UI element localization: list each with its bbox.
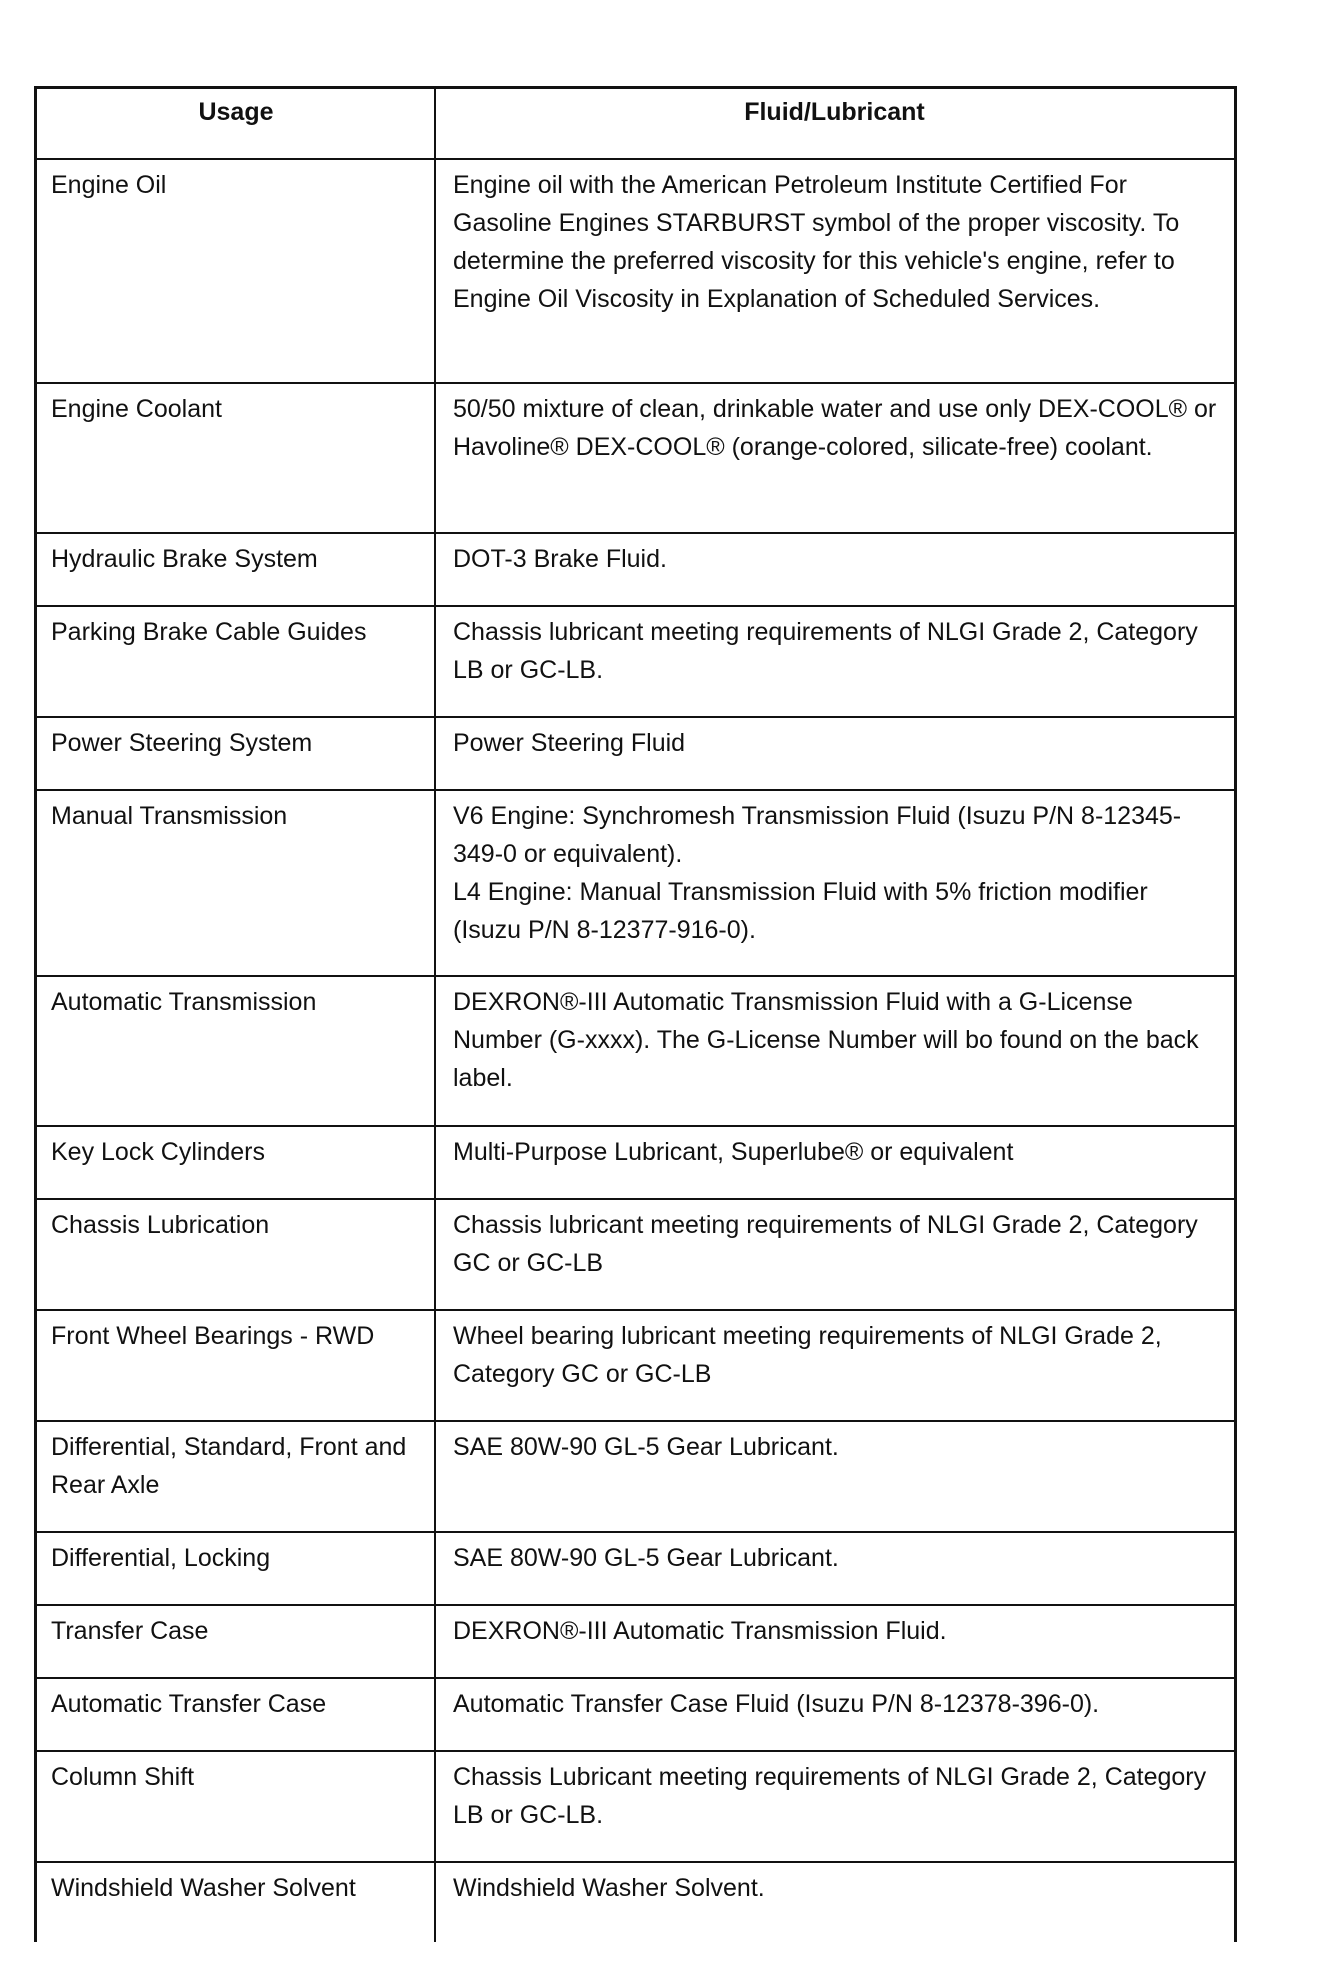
- table-row: [37, 1126, 1234, 1199]
- table-row: [37, 1678, 1234, 1751]
- table-row: [37, 1310, 1234, 1421]
- fluid-cell: Power Steering Fluid: [435, 717, 1234, 790]
- table-row: [37, 533, 1234, 606]
- table-row: [37, 383, 1234, 533]
- usage-cell: Key Lock Cylinders: [37, 1126, 435, 1199]
- fluid-cell: SAE 80W-90 GL-5 Gear Lubricant.: [435, 1532, 1234, 1605]
- table-row: [37, 1862, 1234, 1932]
- fluid-cell: DOT-3 Brake Fluid.: [435, 533, 1234, 606]
- table-row: [37, 159, 1234, 383]
- fluid-line-l4: L4 Engine: Manual Transmission Fluid with 5% friction modifier (Isuzu P/N 8-12377-916-0).: [453, 878, 1148, 944]
- fluid-cell: SAE 80W-90 GL-5 Gear Lubricant.: [435, 1421, 1234, 1532]
- fluid-cell: 50/50 mixture of clean, drinkable water and use only DEX-COOL® or Havoline® DEX-COOL® (orange-colored, silicate-free) coolant.: [435, 383, 1234, 533]
- table-row: [37, 976, 1234, 1126]
- fluid-lubricant-table: [37, 89, 1234, 1932]
- fluid-cell: Wheel bearing lubricant meeting requirements of NLGI Grade 2, Category GC or GC-LB: [435, 1310, 1234, 1421]
- fluid-cell: DEXRON®-III Automatic Transmission Fluid with a G-License Number (G-xxxx). The G-License Number will bo found on the back label.: [435, 976, 1234, 1126]
- lubricant-table-frame: [34, 86, 1237, 1942]
- usage-cell: Windshield Washer Solvent: [51, 1874, 356, 1902]
- usage-cell: Power Steering System: [37, 717, 435, 790]
- table-row: [37, 1199, 1234, 1310]
- usage-cell: Differential, Locking: [37, 1532, 435, 1605]
- header-fluid-lubricant: Fluid/Lubricant: [435, 89, 1234, 159]
- usage-cell: Automatic Transfer Case: [37, 1678, 435, 1751]
- table-row: [37, 717, 1234, 790]
- fluid-cell: Engine oil with the American Petroleum Institute Certified For Gasoline Engines STARBURST symbol of the proper viscosity. To determine the preferred viscosity for this vehicle's engine, refer to Engine Oil Viscosity in Explanation of Scheduled Services.: [435, 159, 1234, 383]
- fluid-cell: Chassis Lubricant meeting requirements of NLGI Grade 2, Category LB or GC-LB.: [435, 1751, 1234, 1862]
- usage-cell: Parking Brake Cable Guides: [37, 606, 435, 717]
- usage-cell: Differential, Standard, Front and Rear Axle: [37, 1421, 435, 1532]
- usage-cell: Front Wheel Bearings - RWD: [37, 1310, 435, 1421]
- table-row: [37, 1605, 1234, 1678]
- usage-cell: Hydraulic Brake System: [37, 533, 435, 606]
- table-header-row: [37, 89, 1234, 159]
- fluid-cell: Multi-Purpose Lubricant, Superlube® or equivalent: [435, 1126, 1234, 1199]
- fluid-line-v6: V6 Engine: Synchromesh Transmission Fluid (Isuzu P/N 8-12345-349-0 or equivalent).: [453, 802, 1182, 868]
- usage-cell: Manual Transmission: [37, 790, 435, 976]
- fluid-cell: [435, 790, 1234, 976]
- fluid-cell: DEXRON®-III Automatic Transmission Fluid.: [435, 1605, 1234, 1678]
- table-row: [37, 1421, 1234, 1532]
- usage-cell: Engine Oil: [37, 159, 435, 383]
- usage-cell: Automatic Transmission: [37, 976, 435, 1126]
- usage-cell: Chassis Lubrication: [37, 1199, 435, 1310]
- table-row: [37, 606, 1234, 717]
- fluid-cell: Windshield Washer Solvent.: [453, 1874, 765, 1902]
- fluid-cell: Chassis lubricant meeting requirements of NLGI Grade 2, Category GC or GC-LB: [435, 1199, 1234, 1310]
- usage-cell: Column Shift: [37, 1751, 435, 1862]
- table-row: [37, 790, 1234, 976]
- header-usage: Usage: [37, 89, 435, 159]
- table-row: [37, 1532, 1234, 1605]
- usage-cell: Transfer Case: [37, 1605, 435, 1678]
- fluid-cell: Automatic Transfer Case Fluid (Isuzu P/N 8-12378-396-0).: [435, 1678, 1234, 1751]
- usage-cell: Engine Coolant: [37, 383, 435, 533]
- table-row: [37, 1751, 1234, 1862]
- fluid-cell: Chassis lubricant meeting requirements of NLGI Grade 2, Category LB or GC-LB.: [435, 606, 1234, 717]
